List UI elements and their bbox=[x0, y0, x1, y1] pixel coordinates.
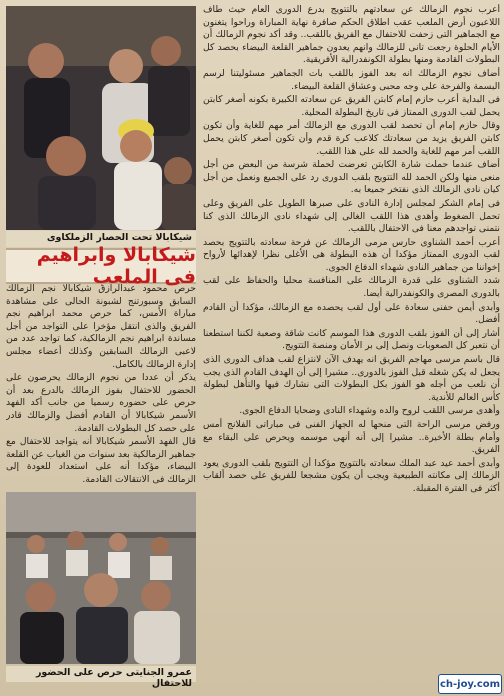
caption-top: شيكابالا تحت الحصار الزملكاوى bbox=[6, 231, 196, 247]
right-paragraph: أضاف عندما حملت شارة الكابتن تعرضت لحملة شرسة من البعض من أجل منعى منها ولكن الحمد لله التتويج بلقب الدورى رد على الجميع ونعمل من أجل كيان نادى الزمالك الذى نفتخر جميعا به. bbox=[203, 159, 500, 196]
left-paragraph: حرص محمود عبدالرازق شيكابالا نجم الزمالك السابق وسبورتنج لشبونة الحالى على مشاهدة مباراة الأمس، كما حرص محمد ابراهيم نجم الفريق والذى انتقل مؤخرا على التواجد من أجل مساندة ابراهيم نجم الزمالكية، كما تواجد عدد من لاعبى الزمالك السابقين وكذلك أعضاء مجلس إدارة الزمالك بالكامل. bbox=[6, 283, 196, 370]
photo-shikabala-crowd-illustration bbox=[6, 6, 196, 230]
right-paragraph: أشار إلى أن الفوز بلقب الدورى هذا الموسم كانت شاقة وصعبة لكننا استطعنا أن نتعبر كل الصعوبات ونصل إلى بر الأمان ومنصة التتويج. bbox=[203, 327, 500, 352]
right-paragraph: أعرب أحمد الشناوى حارس مرمى الزمالك عن فرحة سعادته بالتتويج بحصد لقب الدورى الممتاز مؤكدا أن هذه البطولة هى الأغلى نظرا لإهدائها لأرواح إخواننا من جماهير النادى شهداء الدفاع الجوى. bbox=[203, 236, 500, 273]
watermark-text: ch-joy.com bbox=[439, 678, 501, 690]
watermark-logo bbox=[438, 674, 502, 694]
right-paragraph: وأبدى أحمد عيد عبد الملك سعادته بالتتويج مؤكدا أن التتويج بلقب الدورى يعود الزمالك إلى مكانته الطبيعية ويجب أن يكون مشجعا للفريق على حصد ألقاب أكثر فى الفترة المقبلة. bbox=[203, 457, 500, 494]
right-paragraph: وأبدى أيمن حفنى سعادة على أول لقب يحصده مع الزمالك، مؤكدا أن القادم أفضل. bbox=[203, 301, 500, 326]
right-paragraph: فى إمام الشكر لمجلس إدارة النادى على صبرها الطويل على الفريق وعلى تحمل الضغوط وأهدى هذا اللقب الغالى إلى شهداء نادى الزمالك الذى كنا نتمنى تواجدهم معنا فى الاحتفال باللقب. bbox=[203, 197, 500, 235]
right-paragraph: قال باسم مرسى مهاجم الفريق انه يهدف الآن لانتزاع لقب هداف الدورى الذى يجعل له يكن شغله قبل الفوز بالدورى.. مشيرا إلى أن الهدف القادم الذى يجب أن نلعب من أجله هو الفوز بكل البطولات التى نشارك فيها والتأهل لبطولة كأس العالم للأندية. bbox=[203, 354, 500, 403]
left-column-text bbox=[6, 283, 196, 486]
right-paragraph: وقال حازم إمام أن تحصد لقب الدورى مع الزمالك أمر مهم للغاية وأن تكون كابتن الفريق يزيد من سعادتك كلاعب كرة قدم وأن تكون أصغر كابتن يحمل اللقب أمر مهم للغاية والحمد لله على هذا اللقب. bbox=[203, 120, 500, 157]
right-paragraph: أضاف نجوم الزمالك انه بعد الفوز باللقب بات الجماهير مسئوليتنا لرسم البسمة والفرحة على وجه محبى وعشاق القلعة البيضاء. bbox=[203, 67, 500, 92]
photo-stadium-attendees bbox=[6, 492, 196, 664]
right-paragraph: أعرب نجوم الزمالك عن سعادتهم بالتتويج بدرع الدورى العام حيث طاف اللاعبون أرض الملعب عقب اطلاق الحكم صافرة نهاية المباراة وراحوا يتغنون مع الجماهير التى زحفت للاحتفال مع الفريق باللقب.. وقد أكد نجوم الزمالك أن الأيام الحلوة رجعت تانى للزمالك وانهم يعدون جماهير القلعة البيضاء بحصد كل البطولات القادمة ومنها بطولة الكونفدرالية الأفريقية. bbox=[203, 4, 500, 66]
right-paragraph: شدد الشناوى على قدرة الزمالك على المنافسة محليا والحفاظ على لقب بالدورى المصرى والكونفدرالية أيضا. bbox=[203, 275, 500, 300]
right-column-text bbox=[203, 4, 500, 692]
left-paragraph: يذكر أن عددا من نجوم الزمالك يحرصون على الحضور للاحتفال بفوز الزمالك بالدرع بعد أن حرص على حضوره رسميا من جانب أكد الفهد الأسمر شيكابالا أن القادم أفضل والزمالك قادر على حصد كل البطولات القادمة. bbox=[6, 372, 196, 434]
right-paragraph: ورفض مرسى الراحة التى منحها له الجهاز الفنى فى مباراتى الفلانج أمس وأمام بطلة الأخيرة.. مشيرا إلى أنه أنهى موسمه ويحرص على البقاء مع الفريق. bbox=[203, 419, 500, 456]
photo-shikabala-crowd bbox=[6, 6, 196, 230]
right-paragraph: وأهدى مرسى اللقب لروح والده وشهداء النادى وضحايا الدفاع الجوى. bbox=[239, 405, 500, 417]
left-paragraph: قال الفهد الأسمر شيكابالا أنه يتواجد للاحتفال مع جماهير الزمالكية بعد سنوات من الغياب عن القلعة البيضاء، مؤكدا أنه على استعداد للعودة إلى الزمالك فى الانتقالات القادمة. bbox=[6, 436, 196, 485]
photo-stadium-attendees-illustration bbox=[6, 492, 196, 664]
right-paragraph: فى البداية أعرب حازم إمام كابتن الفريق عن سعادته الكبيرة بكونه أصغر كابتن يحمل لقب الدورى الممتاز فى تاريخ البطولة المحلية. bbox=[203, 94, 500, 118]
caption-bottom: عمرو الجنايتى حرص على الحضور للاحتفال bbox=[6, 666, 196, 682]
headline-banner bbox=[6, 244, 196, 288]
headline: شيكابالا وابراهيم فى الملعب bbox=[36, 244, 196, 288]
